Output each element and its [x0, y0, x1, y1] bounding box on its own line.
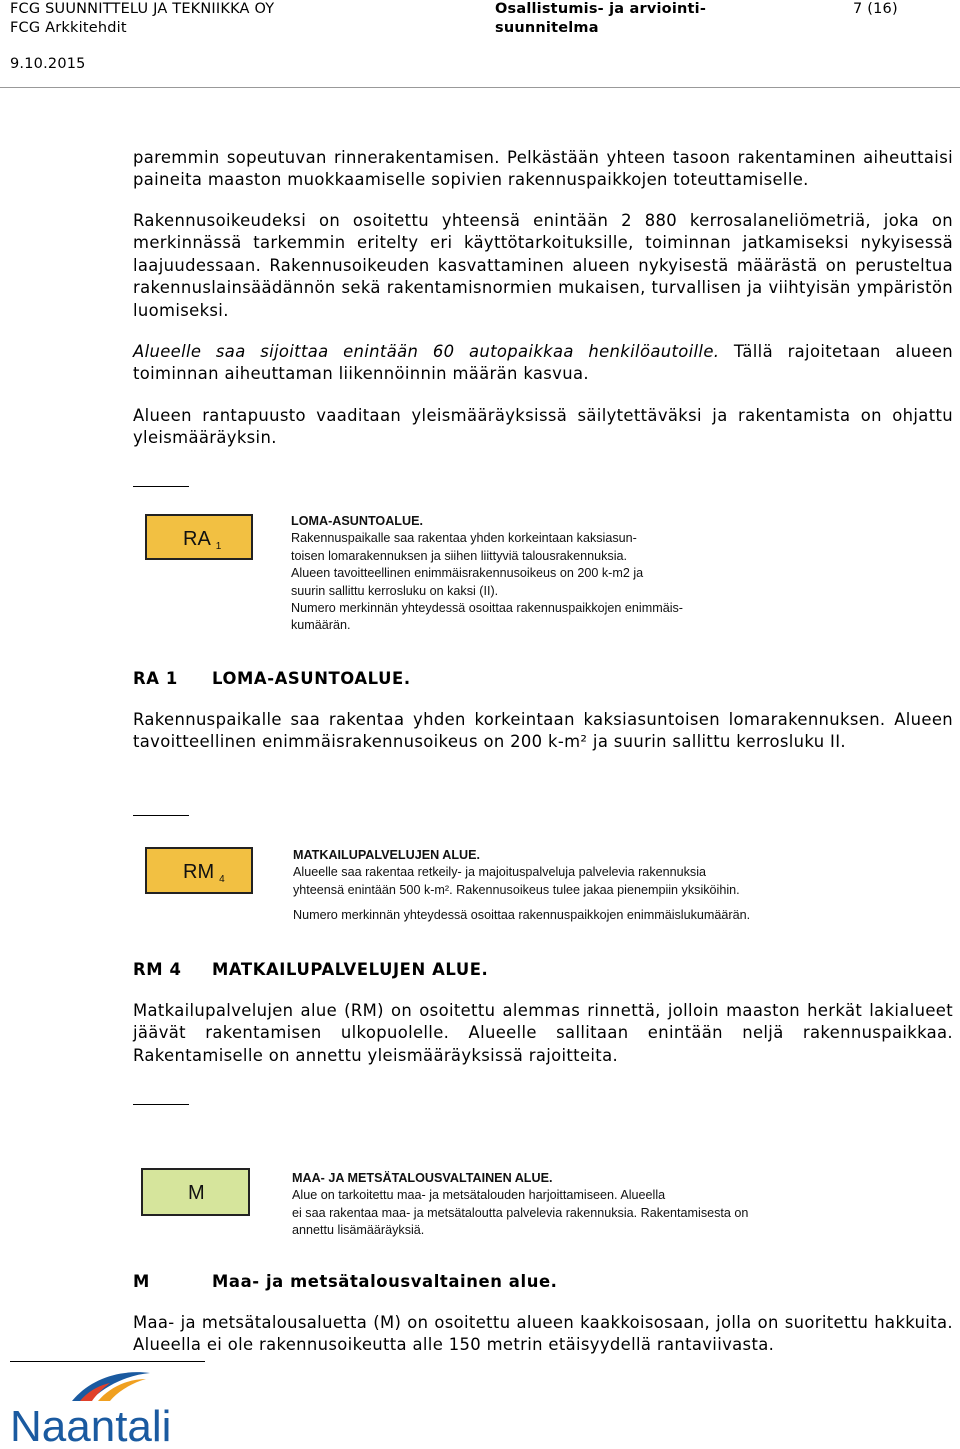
legend-line: kumäärän. [291, 618, 351, 633]
naantali-logo-mark [10, 1367, 200, 1445]
legend-swatch-ra: RA $_1$ [145, 514, 253, 560]
legend-line: ei saa rakentaa maa- ja metsätaloutta palvelevia rakennuksia. Rakentamisesta on [292, 1205, 749, 1220]
legend-title-m: MAA- JA METSÄTALOUSVALTAINEN ALUE. [292, 1171, 553, 1185]
header-page-number: 7 (16) [853, 1, 898, 17]
section-heading-m: M Maa- ja metsätalousvaltainen alue. [133, 1272, 558, 1291]
legend-swatch-m: M [141, 1168, 250, 1216]
header-title-line1: Osallistumis- ja arviointi- [495, 1, 707, 17]
section-separator [133, 1104, 189, 1105]
legend-text-m [292, 1170, 812, 1240]
paragraph-3 [133, 341, 953, 386]
section-text-m: Maa- ja metsätalousaluetta (M) on osoitettu alueen kaakkoisosaan, jolla on suoritettu hakkuita. Alueella ei ole rakennusoikeutta alle 150 metrin etäisyydellä rantaviivasta. [133, 1313, 953, 1355]
section-separator [133, 486, 189, 487]
legend-line: Numero merkinnän yhteydessä osoittaa rakennuspaikkojen enimmäis- [291, 601, 683, 616]
header-date: 9.10.2015 [10, 56, 86, 72]
legend-line: Alueelle saa rakentaa retkeily- ja majoituspalveluja palvelevia rakennuksia [293, 865, 707, 880]
header-title-line2: suunnitelma [495, 20, 599, 36]
legend-line: Numero merkinnän yhteydessä osoittaa rakennuspaikkojen enimmäislukumäärän. [293, 908, 751, 923]
naantali-logo [10, 1367, 200, 1449]
legend-title-ra: LOMA-ASUNTOALUE. [291, 514, 423, 528]
section-heading-ra: RA 1 LOMA-ASUNTOALUE. [133, 669, 411, 688]
legend-text-rm [293, 847, 853, 925]
legend-line: annettu lisämääräyksiä. [292, 1223, 425, 1238]
legend-line: Rakennuspaikalle saa rakentaa yhden korkeintaan kaksiasun- [291, 531, 637, 546]
legend-line: Alueen tavoitteellinen enimmäisrakennusoikeus on 200 k-m2 ja [291, 566, 644, 581]
paragraph-2: Rakennusoikeudeksi on osoitettu yhteensä enintään 2 880 kerrosalaneliömetriä, joka on merkinnässä tarkemmin eritelty eri käyttötarkoituksille, toiminnan jatkamiseksi nykyisessä laajuudessaan. Rakennusoikeuden kasvattaminen alueen nykyisestä määrästä on perusteltua rakennuslainsäädännön sekä rakentamisnormien mukaisen, turvallisen ja viihtyisän ympäristön luomiseksi. [133, 211, 953, 320]
legend-title-rm: MATKAILUPALVELUJEN ALUE. [293, 848, 481, 862]
parking-limit-text: Alueelle saa sijoittaa enintään 60 autopaikkaa henkilöautoille. [133, 342, 720, 361]
legend-line: toisen lomarakennuksen ja siihen liittyviä talousrakennuksia. [291, 548, 628, 563]
footer-divider [10, 1361, 205, 1362]
header-department: FCG Arkkitehdit [10, 20, 127, 36]
section-text-ra: Rakennuspaikalle saa rakentaa yhden korkeintaan kaksiasuntoisen lomarakennuksen. Alueen tavoitteellinen enimmäisrakennusoikeus on 200 k-m² ja suurin sallittu kerrosluku II. [133, 710, 953, 752]
header-company: FCG SUUNNITTELU JA TEKNIIKKA OY [10, 1, 275, 17]
legend-text-ra [291, 513, 771, 635]
paragraph-1: paremmin sopeutuvan rinnerakentamisen. Pelkästään yhteen tasoon rakentaminen aiheuttaisi paineita maaston muokkaamiselle sopivien rakennuspaikkojen toteuttamiselle. [133, 148, 953, 190]
legend-line: suurin sallittu kerrosluku on kaksi (II). [291, 583, 499, 598]
paragraph-3-rest: Tällä rajoitetaan alueen toiminnan aiheuttaman liikennöinnin määrän kasvua. [133, 342, 953, 384]
section-separator [133, 815, 189, 816]
section-text-rm: Matkailupalvelujen alue (RM) on osoitettu alemmas rinnettä, jolloin maaston herkät lakialueet jäävät rakentamisen ulkopuolelle. Alueelle sallitaan enintään neljä rakennuspaikkaa. Rakentamiselle on annettu yleismääräyksissä rajoitteita. [133, 1001, 953, 1065]
svg-text:Naantali: Naantali [10, 1402, 172, 1445]
legend-line: Alue on tarkoitettu maa- ja metsätalouden harjoittamiseen. Alueella [292, 1188, 666, 1203]
legend-swatch-rm: RM $_4$ [145, 847, 253, 894]
header-divider [0, 87, 960, 88]
paragraph-4: Alueen rantapuusto vaaditaan yleismääräyksissä säilytettäväksi ja rakentamista on ohjattu yleismääräyksin. [133, 406, 953, 448]
section-heading-rm: RM 4 MATKAILUPALVELUJEN ALUE. [133, 960, 489, 979]
legend-line: yhteensä enintään 500 k-m². Rakennusoikeus tulee jakaa pienempiin yksiköihin. [293, 882, 740, 897]
